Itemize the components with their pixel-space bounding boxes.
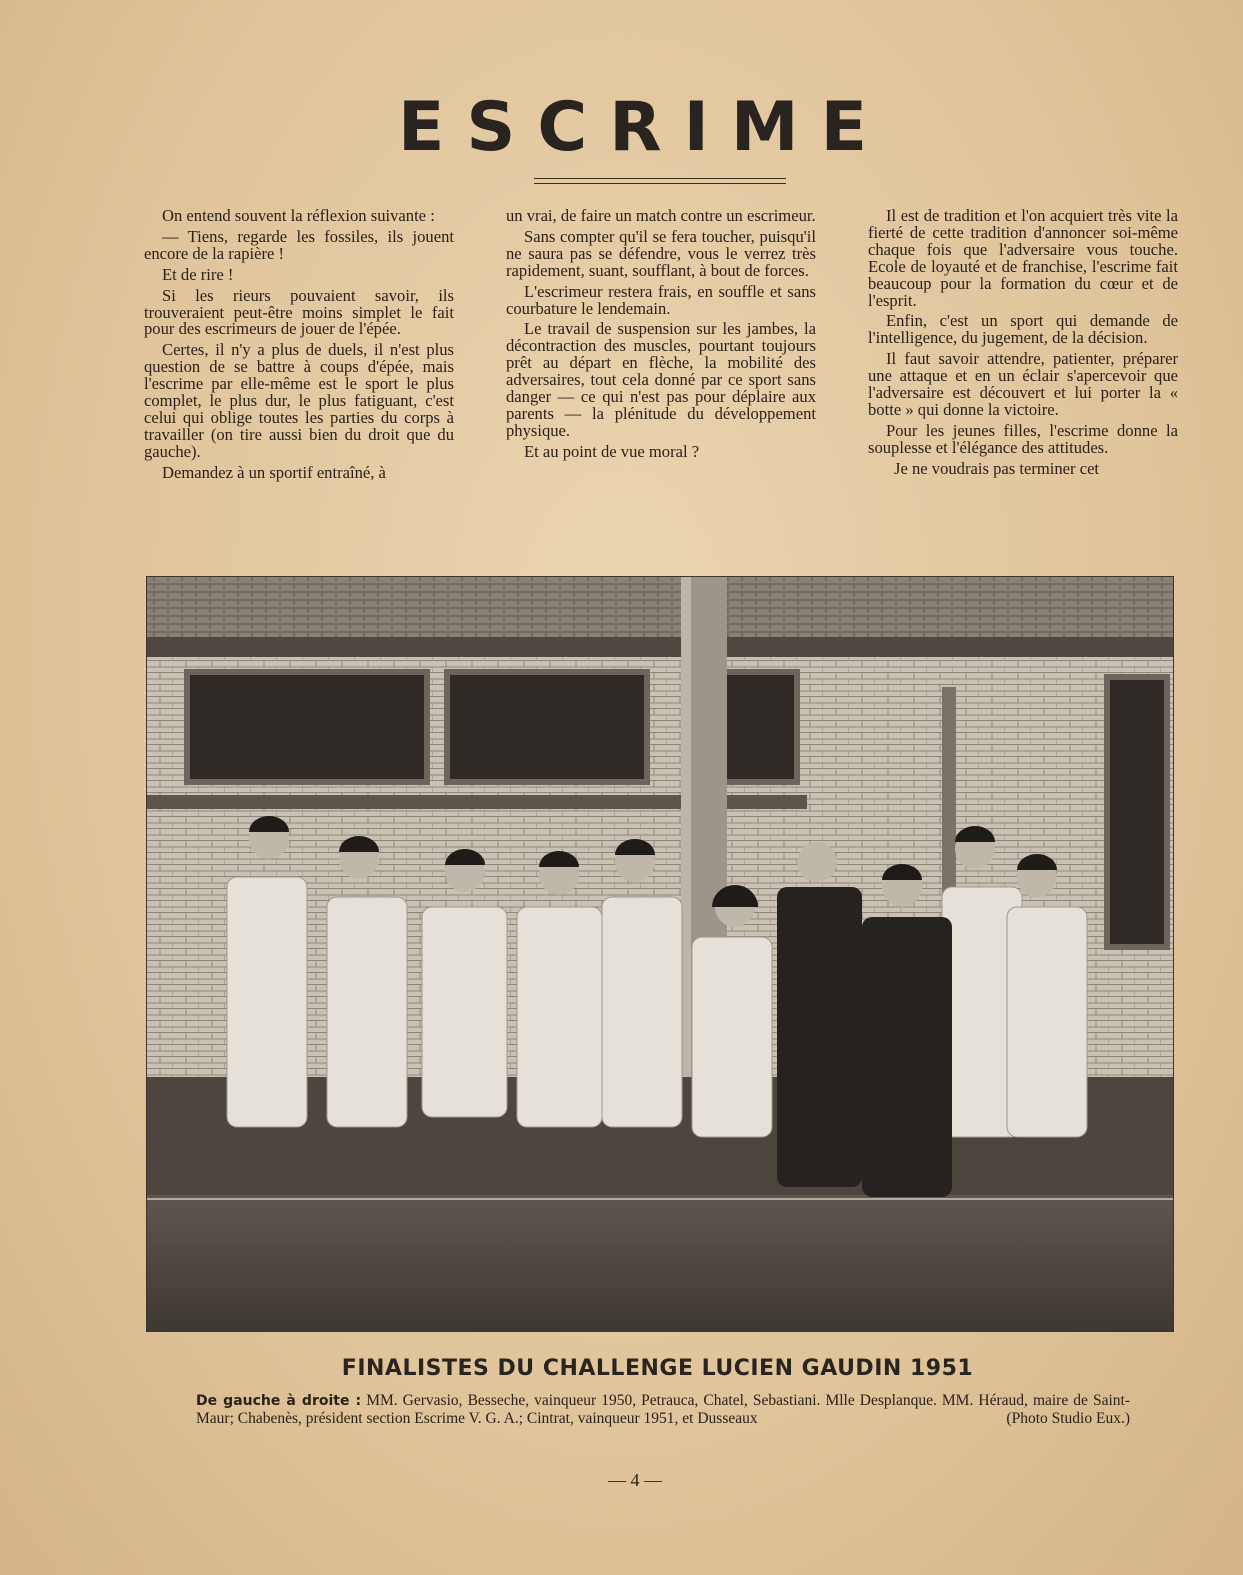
- caption-text: MM. Gervasio, Besseche, vainqueur 1950, Petrauca, Chatel, Sebastiani. Mlle Desplanque. MM. Héraud, maire de Saint-Maur; Chabenès, président section Escrime V. G. A.; Cintrat, vainqueur 1951, et Dusseaux: [196, 1392, 1130, 1427]
- paragraph: Si les rieurs pouvaient savoir, ils trouveraient peut-être moins simplet le fait pour des escrimeurs de jouer de l'épée.: [144, 285, 454, 339]
- paragraph: Il faut savoir attendre, patienter, préparer une attaque et en un éclair s'apercevoir que l'adversaire est découvert et lui porter la « botte » qui donne la victoire.: [868, 349, 1178, 419]
- paragraph: Sans compter qu'il se fera toucher, puisqu'il ne saura pas se défendre, vous le verrez très rapidement, suant, soufflant, à bout de forces.: [506, 226, 816, 280]
- paragraph: Et de rire !: [162, 264, 234, 284]
- paragraph: Le travail de suspension sur les jambes, la décontraction des muscles, pourtant toujours prêt au départ en flèche, la mobilité des adversaires, tout cela donné par ce sport sans danger — ce qui n'est pas pour déplaire aux parents — la plénitude du développement physique.: [506, 319, 816, 440]
- title-rule-top: [534, 178, 786, 179]
- photo-caption: [196, 1392, 1130, 1427]
- caption-lead: De gauche à droite :: [196, 1393, 362, 1409]
- title-rule-bottom: [534, 183, 786, 184]
- paragraph: Enfin, c'est un sport qui demande de l'intelligence, du jugement, de la décision.: [868, 311, 1178, 348]
- paragraph: Il est de tradition et l'on acquiert très vite la fierté de cette tradition d'annoncer soi-même chaque fois que l'adversaire vous touche. Ecole de loyauté et de franchise, l'escrime fait beaucoup pour la formation du cœur et de l'esprit.: [868, 206, 1178, 310]
- text-column-2: [506, 208, 816, 465]
- paragraph: L'escrimeur restera frais, en souffle et sans courbature le lendemain.: [506, 281, 816, 318]
- page-number: — 4 —: [608, 1470, 662, 1490]
- caption-title: FINALISTES DU CHALLENGE LUCIEN GAUDIN 1951: [341, 1356, 974, 1381]
- paragraph: Certes, il n'y a plus de duels, il n'est plus question de se battre à coups d'épée, mais l'escrime par elle-même est le sport le plus complet, le plus dur, le plus fatiguant, c'est celui qui oblige toutes les parties du corps à travailler (on tire aussi bien du droit que du gauche).: [144, 340, 454, 461]
- text-column-1: [144, 208, 454, 486]
- article-title: ESCRIME: [397, 88, 890, 167]
- paragraph: Je ne voudrais pas terminer cet: [894, 458, 1100, 478]
- paragraph: — Tiens, regarde les fossiles, ils jouent encore de la rapière !: [144, 226, 454, 263]
- text-column-3: [868, 208, 1178, 482]
- photo-illustration: [147, 577, 1173, 1331]
- paragraph: Pour les jeunes filles, l'escrime donne la souplesse et l'élégance des attitudes.: [868, 420, 1178, 457]
- group-photo: [146, 576, 1174, 1332]
- paragraph: Et au point de vue moral ?: [524, 441, 700, 461]
- paragraph: On entend souvent la réflexion suivante :: [162, 206, 435, 225]
- paragraph: Demandez à un sportif entraîné, à: [162, 462, 386, 482]
- photo-credit: (Photo Studio Eux.): [1006, 1410, 1130, 1427]
- paragraph: un vrai, de faire un match contre un escrimeur.: [506, 206, 816, 225]
